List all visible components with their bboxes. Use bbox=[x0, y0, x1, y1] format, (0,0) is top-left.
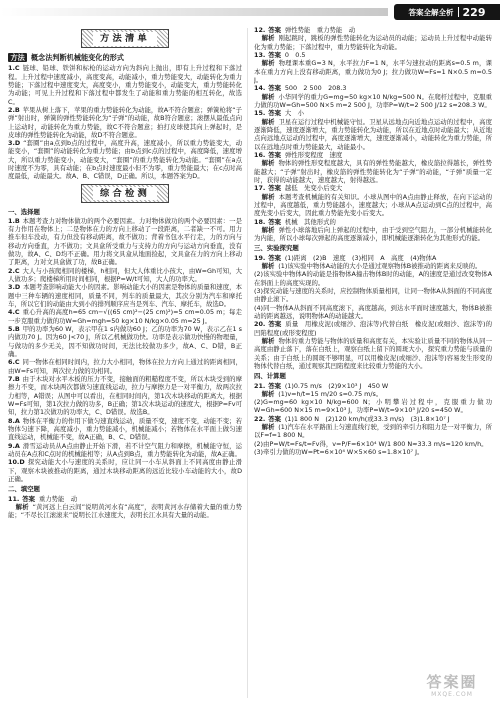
analysis-continuation: (3)探究动能与速度的关系时，应控制物体质量相同，让同一物体A从斜面的不同高度由静止滚下。 bbox=[254, 287, 492, 304]
question-number: 14. bbox=[254, 84, 266, 93]
right-column bbox=[254, 26, 492, 700]
answer-line bbox=[254, 415, 492, 423]
watermark-logo bbox=[410, 673, 494, 701]
question-number: 13. bbox=[254, 50, 266, 59]
section-heading: 二、填空题 bbox=[8, 485, 40, 494]
answer-tag: 答案 bbox=[268, 150, 281, 159]
answer-text: (1)0.75 m/s (2)9×10³ J 450 W bbox=[284, 381, 389, 390]
analysis-line bbox=[254, 34, 492, 51]
answer-item bbox=[8, 458, 242, 483]
analysis-tag: 解析 bbox=[261, 117, 275, 126]
item-label: 3.D bbox=[8, 283, 21, 292]
analysis-line bbox=[254, 337, 492, 370]
analysis-tag: 解析 bbox=[261, 159, 275, 168]
left-column bbox=[8, 26, 242, 700]
answer-tag: 答案 bbox=[268, 381, 281, 390]
analysis-text: (1)v=h/t=15 m/20 s=0.75 m/s。 bbox=[278, 389, 383, 398]
analysis-continuation: (2)G=mg=60 kg×10 N/kg=600 N；小明攀岩过程中，克服重力做功W=Gh=600 N×15 m=9×10³ J，功率P=W/t=9×10³ J/20 s=450 W。 bbox=[254, 398, 492, 415]
answer-item bbox=[8, 308, 242, 325]
answer-text: 大 小 bbox=[284, 109, 304, 118]
analysis-tag: 解析 bbox=[261, 192, 275, 201]
item-text: 链球、铅球、铁饼和标枪的运动方向为斜向上抛出，即有上升过程和下落过程。上升过程中速度减小，高度变高，动能减小，重力势能变大，动能转化为重力势能；下落过程中速度变大，高度变小，重力势能变小，动能变大，重力势能转化为动能；可见上升过程和下落过程中都发生了动能和重力势能的相互转化，故选C。 bbox=[8, 64, 242, 106]
analysis-text: 刚起跳时，跳板的弹性势能转化为运动员的动能；运动员上升过程中动能转化为重力势能；下落过程中，重力势能转化为动能。 bbox=[254, 34, 492, 51]
analysis-line bbox=[254, 390, 492, 398]
item-label: 7.B bbox=[8, 375, 20, 384]
question-number: 16. bbox=[254, 150, 266, 159]
item-text: “套圈”由a点到b点的过程中，高度升高，速度减小，所以重力势能变大，动能变小，“套圈”的动能转化为重力势能；由b点到c点的过程中，高度降低，速度增大，所以重力势能变小，动能变大，“套圈”的重力势能转化为动能。“套圈”在a点时速度不为零，具有动能；在b点时速度最小但不为零，重力势能最大；在c点时高度最低，动能最大。故A、B、C错误，D正确。所以，本题答案为D。 bbox=[8, 139, 242, 181]
question-number: 11. bbox=[8, 494, 20, 503]
method-heading bbox=[8, 53, 242, 62]
item-text: 大人与小孩爬相同的楼梯，h相同，但大人体重比小孩大，由W=Gh可知，大人做功多；爬楼梯所用时间相同，根据P=W/t可知，大人的功率大。 bbox=[8, 266, 242, 284]
answer-item bbox=[8, 106, 242, 139]
answer-tag: 答案 bbox=[268, 217, 281, 226]
item-label: 9.A bbox=[8, 441, 20, 450]
answer-line bbox=[254, 84, 492, 92]
question-number: 21. bbox=[254, 381, 266, 390]
answer-item bbox=[8, 64, 242, 106]
analysis-line bbox=[254, 59, 492, 84]
answer-item bbox=[8, 442, 242, 459]
analysis-tag: 解析 bbox=[261, 34, 275, 43]
answer-tag: 答案 bbox=[268, 109, 281, 118]
answer-line bbox=[254, 151, 492, 159]
analysis-continuation: (2)该实验中物体A的动能是指物体A撞击物体B时的动能，A的速度是通过改变物体A在斜面上的高度实现的。 bbox=[254, 270, 492, 287]
answer-line bbox=[8, 495, 242, 503]
header-divider bbox=[458, 7, 459, 17]
item-text: 苹果从树上落下，苹果的重力势能转化为动能，故A不符合题意；弹簧枪将“子弹”射出时，弹簧的弹性势能转化为“子弹”的动能，故B符合题意；滚摆从最低点向上运动时，动能转化为重力势能，故C不符合题意；拍打皮球使其向上弹起时，是皮球的弹性势能转化为动能，故D不符合题意。 bbox=[8, 105, 242, 139]
item-label: 3.D bbox=[8, 139, 21, 148]
section-heading: 四、计算题 bbox=[254, 372, 286, 381]
method-tag: 方法 bbox=[8, 53, 27, 62]
item-label: 2.B bbox=[8, 105, 20, 114]
analysis-text: 卫星在运行过程中机械能守恒。卫星从远地点向近地点运动的过程中，高度逐渐降低，速度逐渐增大，重力势能转化为动能，所以在近地点时动能最大；从近地点向远地点运动的过程中，高度逐渐增大，速度逐渐减小，动能转化为重力势能，所以在远地点时重力势能最大，动能最小。 bbox=[254, 117, 492, 151]
analysis-line bbox=[254, 226, 492, 243]
answer-text: 越低 先变小后变大 bbox=[284, 184, 343, 193]
analysis-continuation: (4)同一物体A从斜面不同高度滚下，高度越高，到达水平面时速度越大，物体B被推动的距离越远，说明物体A的动能越大。 bbox=[254, 303, 492, 321]
answer-item bbox=[8, 325, 242, 358]
answer-text: (1)距离 (2)B 速度 (3)相同 A 高度 (4)物体A bbox=[284, 253, 437, 262]
analysis-text: 小华同学的重力G=mg=50 kg×10 N/kg=500 N。在爬杆过程中，克服重力做的功W=Gh=500 N×5 m=2 500 J，功率P=W/t=2 500 J/12 s≈208.3 W。 bbox=[254, 92, 492, 109]
answer-item bbox=[8, 375, 242, 417]
answer-tag: 答案 bbox=[268, 84, 281, 93]
answer-line bbox=[254, 109, 492, 117]
watermark-logo-text: 答案圈 bbox=[426, 673, 478, 691]
page-header bbox=[0, 4, 500, 20]
question-number: 18. bbox=[254, 217, 266, 226]
answer-text: (1)1 800 N (2)120 km/h(或33.3 m/s) (3)1.8×10⁷ J bbox=[284, 414, 450, 423]
banner-title: 方法清单 bbox=[93, 32, 158, 46]
analysis-line bbox=[254, 423, 492, 440]
analysis-line bbox=[254, 159, 492, 184]
item-label: 8.A bbox=[8, 416, 20, 425]
answer-line bbox=[254, 218, 492, 226]
answer-tag: 答案 bbox=[268, 50, 281, 59]
analysis-tag: 解析 bbox=[261, 92, 275, 101]
item-text: 由于木块对水平木板的压力不变，接触面的粗糙程度不变，所以木块受到的摩擦力不变，而木块两次都做匀速直线运动，拉力与摩擦力是一对平衡力，故两次拉力相等，A错误；从图中可以看出，在相同时间内，第1次木块移动的距离大，根据W=Fs可知，第1次拉力做的功多，B正确；第1次木块运动的速度大，根据P=Fv可知，拉力第1次做功的功率大，C、D错误。故选B。 bbox=[8, 375, 242, 417]
item-text: 同一物体在相同时间内，拉力大小相同，物体在拉力方向上通过的距离相同，由W=Fs可知，两次拉力做的功相同。 bbox=[8, 358, 242, 375]
item-text: 本题考查力对物体做功的两个必要因素。力对物体做功的两个必要因素：一是有力作用在物体上；二是物体在力的方向上移动了一段距离，二者缺一不可。用力推车但车没动，有力但没有移动距离，故不做功；背着书包水平行走，力的方向与移动方向垂直，力不做功；文具盒所受重力与支持力的方向与运动方向垂直，没有做功，故A、C、D均不正确。用力将文具盒从地面捡起，文具盒在力的方向上移动了距离，力对文具盒做了功，故B正确。 bbox=[8, 216, 242, 267]
answer-tag: 答案 bbox=[268, 320, 282, 329]
answer-tag: 答案 bbox=[22, 494, 35, 503]
column-divider bbox=[247, 28, 248, 698]
question-number: 19. bbox=[254, 253, 266, 262]
item-label: 1.B bbox=[8, 216, 20, 225]
header-stripe bbox=[0, 8, 388, 16]
item-text: 重心升高的高度h=65 cm−√((65 cm)²−(25 cm)²)=5 cm=0.05 m；每走一步克服重力做的功W=Gh=mgh=50 kg×10 N/kg×0.05 m=25 J。 bbox=[8, 308, 242, 325]
item-label: 4.C bbox=[8, 308, 20, 317]
answer-line bbox=[254, 320, 492, 337]
answer-text: 0 0.5 bbox=[284, 50, 306, 59]
answer-tag: 答案 bbox=[268, 26, 281, 34]
answer-item bbox=[8, 358, 242, 375]
question-number: 12. bbox=[254, 26, 266, 34]
answer-item bbox=[8, 217, 242, 267]
analysis-tag: 解析 bbox=[261, 59, 275, 68]
item-label: 1.C bbox=[8, 64, 20, 73]
analysis-line bbox=[254, 193, 492, 218]
analysis-tag: 解析 bbox=[261, 262, 275, 271]
analysis-continuation: (3)牵引力做的功W=Pt=6×10⁴ W×5×60 s=1.8×10⁷ J。 bbox=[254, 448, 424, 457]
answer-item bbox=[8, 267, 242, 284]
analysis-line bbox=[254, 118, 492, 151]
analysis-line bbox=[254, 93, 492, 110]
section-heading: 三、实验探究题 bbox=[254, 244, 299, 253]
banner-frame bbox=[81, 29, 168, 48]
analysis-text: (1)该实验中物体A动能的大小是通过观察物体B被推动的距离来反映的。 bbox=[278, 262, 482, 271]
analysis-text: 本题考查机械能的有关知识。小球从图中的A点由静止释放，在向下运动的过程中，高度越低，重力势能越小，速度越大；小球从A点运动到C点的过程中，高度先变小后变大，因此重力势能先变小后变大。 bbox=[254, 192, 492, 218]
book-section-title: 答案全解全析 bbox=[408, 7, 454, 17]
analysis-continuation: (2)由P=W/t=Fs/t=Fv得，v=P/F=6×10⁴ W/1 800 N≈33.3 m/s=120 km/h。 bbox=[254, 439, 488, 448]
answer-line bbox=[254, 184, 492, 192]
answer-item bbox=[8, 417, 242, 442]
item-text: 探究动能大小与速度的关系时，应让同一小车从斜面上不同高度由静止滑下，观察木块被推动的距离，通过木块移动距离的远近比较小车动能的大小，故D正确。 bbox=[8, 458, 242, 483]
answer-text: 机械 其他形式的 bbox=[284, 217, 336, 226]
item-text: 甲的功率为60 W，表示甲在1 s内做功60 J；乙的功率为70 W，表示乙在1 s内做功70 J。因为60 J<70 J，所以乙机械做功快。功率是表示做功快慢的物理量，与做功的多少无关，因不知做功时间，无法比较做功多少，故A、C、D错，B正确。 bbox=[8, 325, 242, 359]
analysis-text: 物体的弹性形变程度越大，具有的弹性势能越大，橡皮筋拉得越长，弹性势能越大；“子弹”射出时，橡皮筋的弹性势能转化为“子弹”的动能，“子弹”质量一定时，获得的动能越大，速度越大，射得越远。 bbox=[254, 159, 492, 184]
method-title: 概念法判断机械能变化的形式 bbox=[30, 52, 124, 62]
page-number: 229 bbox=[462, 5, 486, 19]
item-label: 10.D bbox=[8, 458, 25, 467]
analysis-tag: 解析 bbox=[261, 389, 275, 398]
section-banner bbox=[8, 29, 242, 48]
answer-text: 重力势能 动 bbox=[38, 494, 78, 503]
answer-line bbox=[254, 382, 492, 390]
item-label: 5.B bbox=[8, 325, 20, 334]
analysis-tag: 解析 bbox=[261, 337, 275, 345]
analysis-text: 物体的重力势能与物体的质量和高度有关，本实验让质量不同的物体从同一高度由静止落下，落在白纸上，观察白纸上留下的圆斑大小，探究重力势能与质量的关系；由于白纸上的圆斑不够明显，可以用橡皮泥(或细沙、泡沫等)容易发生形变的物体代替白纸，通过观察其凹陷程度来比较重力势能的大小。 bbox=[254, 337, 492, 370]
answer-text: 500 2 500 208.3 bbox=[284, 84, 347, 93]
analysis-text: “黄河远上白云间”说明黄河水有“高度”，表明黄河水存储着大量的重力势能；“不尽长江滚滚来”说明长江水速度大，表明长江水具有大量的动能。 bbox=[8, 502, 242, 520]
question-number: 17. bbox=[254, 184, 266, 193]
analysis-text: 物理课本重G=3 N，水平拉力F=1 N，水平匀速拉动的距离s=0.5 m，课本在重力方向上没有移动距离，重力做功为0 J；拉力做功W=Fs=1 N×0.5 m=0.5 J。 bbox=[254, 59, 492, 84]
analysis-text: (1)汽车在水平路面上匀速直线行驶，受到的牵引力和阻力是一对平衡力，所以F=f=1 800 N。 bbox=[254, 423, 492, 440]
item-text: 滑雪运动员从A点由静止开始下滑，若不计空气阻力和摩擦，机械能守恒，运动员在A点和C点时的机械能相等；从A点到B点，重力势能转化为动能，故A正确。 bbox=[8, 441, 242, 459]
section-banner bbox=[8, 184, 242, 203]
item-text: 本题考查影响动能大小的因素。影响动能大小的因素是物体的质量和速度，本题中三种车辆的速度相同，质量不同，列车的质量最大，其次分别为汽车和摩托车，所以它们的动能由大到小的排列顺序应当是列车、汽车、摩托车，故选D。 bbox=[8, 283, 242, 309]
question-number: 20. bbox=[254, 320, 266, 329]
watermark-site: MXQE.COM bbox=[431, 691, 473, 698]
question-number: 22. bbox=[254, 414, 266, 423]
answer-text: 弹性形变程度 速度 bbox=[284, 150, 343, 159]
banner-title: 综合检测 bbox=[93, 187, 158, 201]
header-tab bbox=[394, 4, 500, 20]
item-text: 物体在平衡力的作用下做匀速直线运动，质量不变，速度不变，动能不变；若物体匀速下降，高度减小，重力势能减小，机械能减小；若物体在水平面上做匀速直线运动，机械能不变，故A正确，B、C、D错误。 bbox=[8, 416, 242, 442]
banner-frame bbox=[81, 184, 168, 203]
analysis-text: 弹性小球落地后向上弹起的过程中，由于受到空气阻力，一部分机械能转化为内能，所以小球每次弹起的高度逐渐减小，即机械能逐渐转化为其他形式的能。 bbox=[254, 225, 492, 243]
analysis-line bbox=[8, 503, 242, 520]
answer-text: 质量 用橡皮泥(或细沙、泡沫等)代替白纸 橡皮泥(或细沙、泡沫等)的凹陷程度(或形变程度) bbox=[254, 320, 492, 337]
analysis-tag: 解析 bbox=[15, 502, 29, 511]
analysis-tag: 解析 bbox=[261, 225, 275, 234]
answer-item bbox=[8, 283, 242, 308]
question-number: 15. bbox=[254, 109, 266, 118]
answer-tag: 答案 bbox=[268, 253, 281, 262]
answer-tag: 答案 bbox=[268, 414, 281, 423]
answer-line bbox=[254, 254, 492, 262]
item-label: 2.C bbox=[8, 266, 20, 275]
answer-item bbox=[8, 139, 242, 181]
section-heading: 一、选择题 bbox=[8, 207, 40, 216]
answer-tag: 答案 bbox=[268, 184, 281, 193]
item-label: 6.C bbox=[8, 358, 20, 367]
analysis-tag: 解析 bbox=[261, 423, 275, 432]
answer-text: 弹性势能 重力势能 动 bbox=[284, 26, 356, 34]
